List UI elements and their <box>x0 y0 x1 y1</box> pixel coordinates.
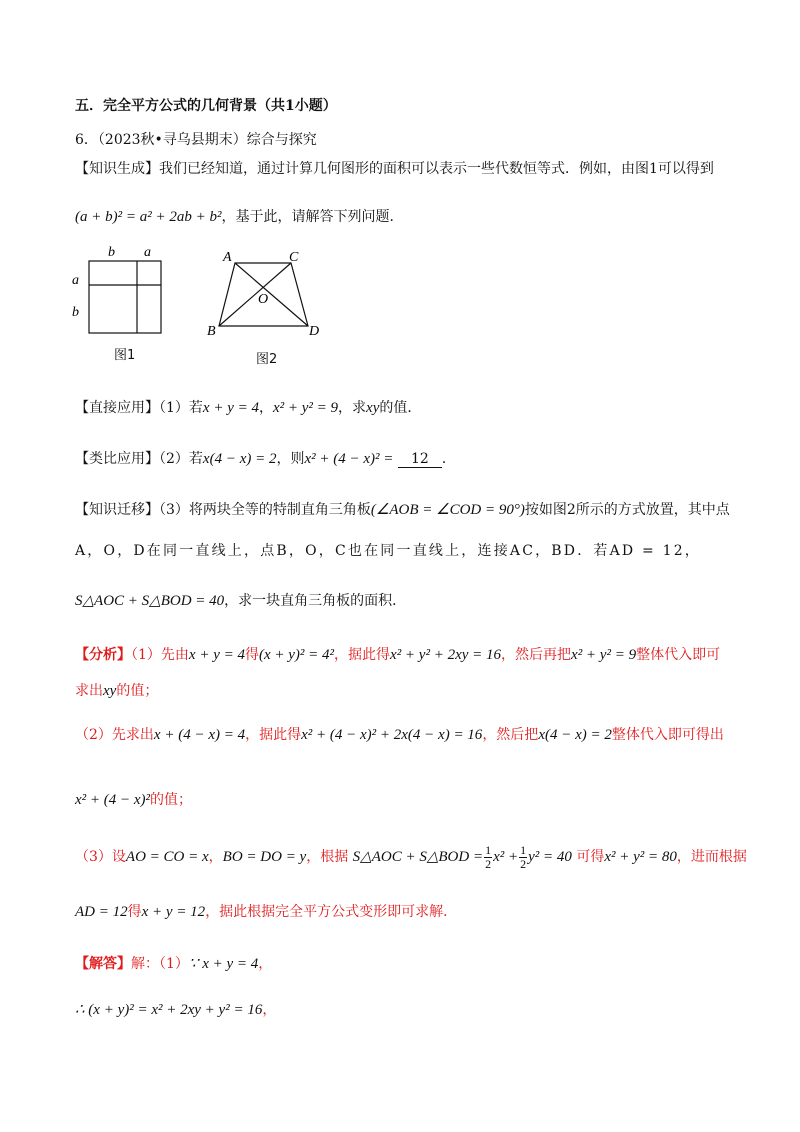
fig2-line-CB <box>219 263 291 326</box>
analysis-l2-m: xy <box>103 683 117 699</box>
analysis-line-5 <box>75 844 747 871</box>
fraction-den: 2 <box>520 857 527 871</box>
analysis-l1-b: 得 <box>244 647 259 663</box>
analysis-l4-a: 的值； <box>150 792 193 808</box>
solution-tag: 【解答】 <box>75 956 131 972</box>
q2-suffix: ． <box>441 451 456 467</box>
analysis-line-1 <box>75 645 720 665</box>
analysis-l5-c: ，根据 <box>306 848 349 865</box>
q3-angle-condition: (∠AOB = ∠COD = 90°) <box>370 502 525 518</box>
analysis-l1-m2: (x + y)² = 4² <box>258 647 335 663</box>
q2-expr-given: x(4 − x) = 2 <box>202 451 277 467</box>
q1-sep: ， <box>258 400 273 416</box>
q3-l3-suffix: ，求一块直角三角板的面积． <box>224 593 407 609</box>
analysis-l5-e: ，进而根据 <box>676 848 747 865</box>
analysis-line-6 <box>75 902 457 922</box>
question-header: 6．（2023秋•寻乌县期末）综合与探究 <box>75 132 317 148</box>
question-3-line-1 <box>75 500 730 520</box>
analysis-l3-c: ，然后把 <box>482 727 539 743</box>
fig2-point-C: C <box>289 250 299 265</box>
q1-expr-sum: x + y = 4 <box>202 400 259 416</box>
fig1-label-a-left: a <box>72 273 79 288</box>
analysis-l3-m1: x + (4 − x) = 4 <box>153 727 246 743</box>
analysis-line-4 <box>75 790 192 810</box>
figure-1 <box>60 240 170 340</box>
section-title: 五．完全平方公式的几何背景（共1小题） <box>75 98 337 114</box>
solution-l1-m: ∵ x + y = 4 <box>188 956 259 972</box>
q2-answer-blank: 12 <box>398 451 442 468</box>
solution-l1-b: ， <box>258 956 273 972</box>
q1-expr-xy: xy <box>366 400 380 416</box>
analysis-l6-m1: AD = 12 <box>75 904 128 920</box>
fraction-num: 1 <box>485 843 492 857</box>
analysis-l5-y2: y² = 40 <box>528 848 572 865</box>
analysis-l6-m2: x + y = 12 <box>141 904 206 920</box>
fig2-line-AD <box>235 263 308 326</box>
question-3-line-3 <box>75 591 406 611</box>
q3-area-condition: S△AOC + S△BOD = 40 <box>75 593 225 609</box>
fraction-den: 2 <box>485 857 492 871</box>
analysis-l5-x2: x² <box>493 848 505 865</box>
identity-formula: (a + b)² = a² + 2ab + b² <box>75 209 222 225</box>
solution-line-1 <box>75 954 272 974</box>
analysis-l4-m: x² + (4 − x)² <box>75 792 151 808</box>
analysis-l5-m1: AO = CO = x <box>125 848 209 865</box>
analysis-l3-a: （2）先求出 <box>75 727 154 743</box>
fig2-point-D: D <box>309 324 320 339</box>
q2-expr-target: x² + (4 − x)² = <box>304 451 394 467</box>
question-2 <box>75 449 456 469</box>
question-3-line-2: A，O，D在同一直线上，点B，O，C也在同一直线上，连接AC，BD．若AD = 12， <box>75 543 702 559</box>
analysis-l5-m2: BO = DO = y <box>222 848 307 865</box>
q3-l1-suffix: 按如图2所示的方式放置，其中点 <box>524 502 730 518</box>
fig2-point-B: B <box>207 324 216 339</box>
q1-prefix: 【直接应用】（1）若 <box>75 400 203 416</box>
figure-2 <box>200 245 330 340</box>
fig1-label-a-top: a <box>144 245 151 260</box>
analysis-tag: 【分析】 <box>75 647 131 663</box>
analysis-l1-e: 整体代入即可 <box>636 647 721 663</box>
q1-suffix: 的值． <box>379 400 422 416</box>
solution-l1-a: 解：（1） <box>131 956 189 972</box>
analysis-l3-d: 整体代入即可得出 <box>611 727 724 743</box>
knowledge-intro: 【知识生成】我们已经知道，通过计算几何图形的面积可以表示一些代数恒等式．例如，由图1可以得到 <box>75 161 714 177</box>
fraction-num: 1 <box>520 843 527 857</box>
analysis-l6-b: ，据此根据完全平方公式变形即可求解． <box>205 904 458 920</box>
analysis-l3-m3: x(4 − x) = 2 <box>538 727 612 743</box>
analysis-l2-b: 的值； <box>116 683 159 699</box>
analysis-l1-m3: x² + y² + 2xy = 16 <box>390 647 502 663</box>
figure-1-caption: 图1 <box>114 348 136 363</box>
analysis-l5-m3a: S△AOC + S△BOD = <box>352 848 484 865</box>
solution-line-2 <box>75 1000 276 1020</box>
analysis-l1-d: ，然后再把 <box>501 647 572 663</box>
analysis-l1-m1: x + y = 4 <box>188 647 245 663</box>
fig1-label-b-top: b <box>108 245 115 260</box>
fig1-label-b-left: b <box>72 305 79 320</box>
fig1-outer-square <box>89 261 161 333</box>
identity-after: ，基于此，请解答下列问题． <box>221 209 404 225</box>
analysis-line-3 <box>75 725 724 745</box>
q2-mid: ，则 <box>276 451 305 467</box>
q1-expr-squares: x² + y² = 9 <box>272 400 339 416</box>
analysis-l1-c: ，据此得 <box>334 647 391 663</box>
analysis-l1-a: （1）先由 <box>131 647 189 663</box>
q2-prefix: 【类比应用】（2）若 <box>75 451 203 467</box>
solution-l2-m: ∴ (x + y)² = x² + 2xy + y² = 16 <box>75 1002 263 1018</box>
question-1 <box>75 398 421 418</box>
fraction-half-1 <box>484 844 492 871</box>
analysis-l1-m4: x² + y² = 9 <box>571 647 637 663</box>
analysis-l5-b: ， <box>208 848 223 865</box>
analysis-l3-b: ，据此得 <box>245 727 302 743</box>
q1-mid: ，求 <box>338 400 367 416</box>
analysis-l5-d: 可得 <box>576 848 605 865</box>
identity-line <box>75 207 403 227</box>
analysis-l5-area-eq <box>352 843 572 871</box>
analysis-l2-a: 求出 <box>75 683 103 699</box>
analysis-line-2 <box>75 681 158 701</box>
figure-2-caption: 图2 <box>256 352 278 367</box>
analysis-l5-a: （3）设 <box>75 848 126 865</box>
fraction-half-2 <box>519 844 527 871</box>
analysis-l3-m2: x² + (4 − x)² + 2x(4 − x) = 16 <box>301 727 483 743</box>
analysis-l5-m4: x² + y² = 80 <box>604 848 677 865</box>
fig2-point-A: A <box>223 250 232 265</box>
solution-l2-b: ， <box>262 1002 277 1018</box>
analysis-l5-plus: + <box>507 848 519 865</box>
q3-l1-prefix: 【知识迁移】（3）将两块全等的特制直角三角板 <box>75 502 371 518</box>
analysis-l6-a: 得 <box>127 904 142 920</box>
fig2-point-O: O <box>258 292 269 307</box>
